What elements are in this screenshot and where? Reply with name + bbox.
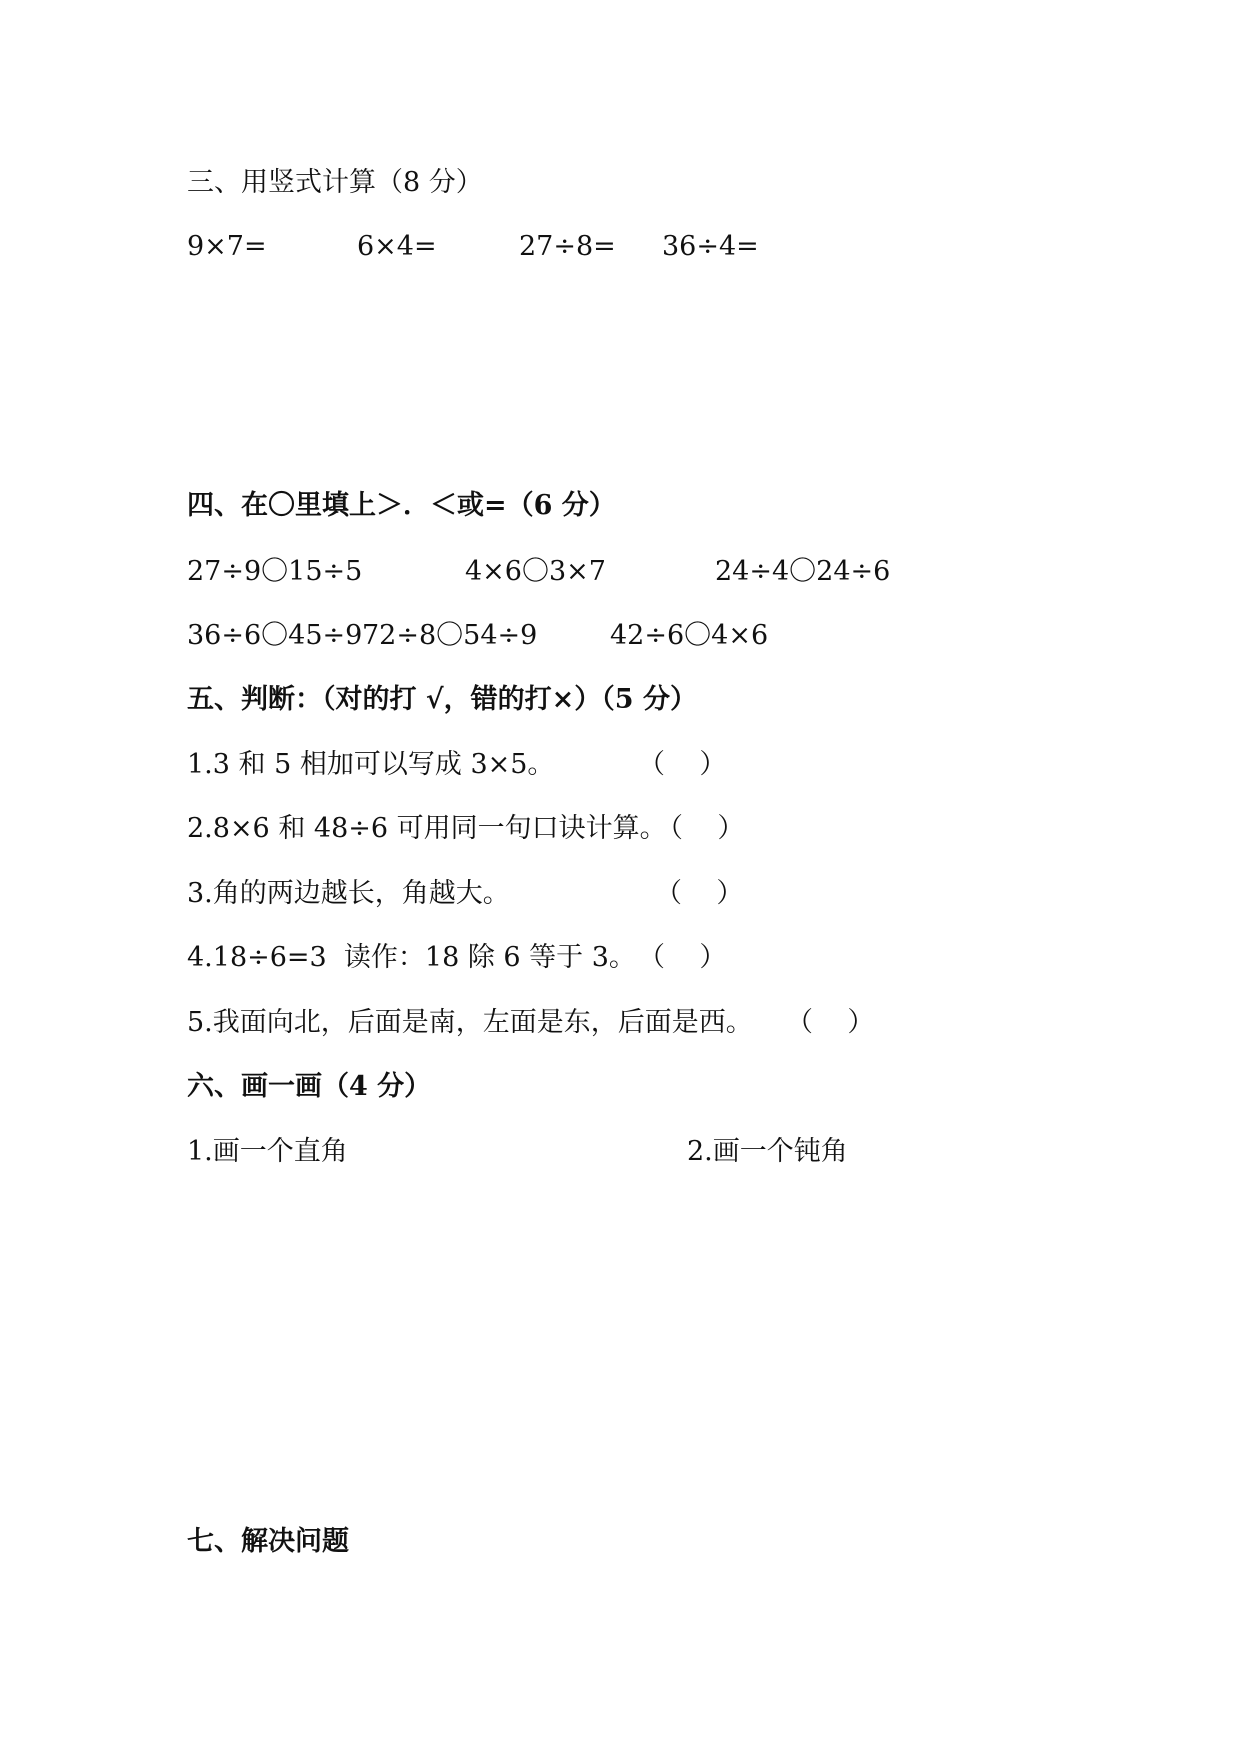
compare-item-4: 36÷6〇45÷9 [187, 620, 363, 651]
compare-item-1: 27÷9〇15÷5 [187, 556, 363, 587]
answer-blank-2: （ ） [656, 813, 745, 844]
section3-heading: 三、用竖式计算（8 分） [187, 167, 483, 198]
calc-problem-2: 6×4= [357, 231, 437, 262]
section4-heading: 四、在〇里填上＞．＜或=（6 分） [187, 490, 616, 521]
draw-task-1: 1.画一个直角 [187, 1136, 348, 1167]
answer-blank-4: （ ） [638, 942, 727, 973]
answer-blank-1: （ ） [638, 749, 727, 780]
draw-task-2: 2.画一个钝角 [687, 1136, 848, 1167]
judge-item-4: 4.18÷6=3 读作：18 除 6 等于 3。 [187, 942, 636, 973]
compare-item-3: 24÷4〇24÷6 [715, 556, 891, 587]
compare-item-2: 4×6〇3×7 [465, 556, 606, 587]
compare-item-6: 42÷6〇4×6 [610, 620, 769, 651]
calc-problem-3: 27÷8= [519, 231, 616, 262]
section5-heading: 五、判断：（对的打 √，错的打×）（5 分） [187, 684, 697, 715]
judge-item-2: 2.8×6 和 48÷6 可用同一句口诀计算。 [187, 813, 667, 844]
section6-heading: 六、画一画（4 分） [187, 1071, 432, 1102]
judge-item-1: 1.3 和 5 相加可以写成 3×5。 [187, 749, 555, 780]
answer-blank-5: （ ） [786, 1007, 875, 1038]
answer-blank-3: （ ） [655, 878, 744, 909]
judge-item-3: 3.角的两边越长，角越大。 [187, 878, 510, 909]
calc-problem-4: 36÷4= [662, 231, 759, 262]
judge-item-5: 5.我面向北，后面是南，左面是东，后面是西。 [187, 1007, 753, 1038]
compare-item-5: 72÷8〇54÷9 [362, 620, 538, 651]
calc-problem-1: 9×7= [187, 231, 267, 262]
section7-heading: 七、解决问题 [187, 1526, 349, 1557]
